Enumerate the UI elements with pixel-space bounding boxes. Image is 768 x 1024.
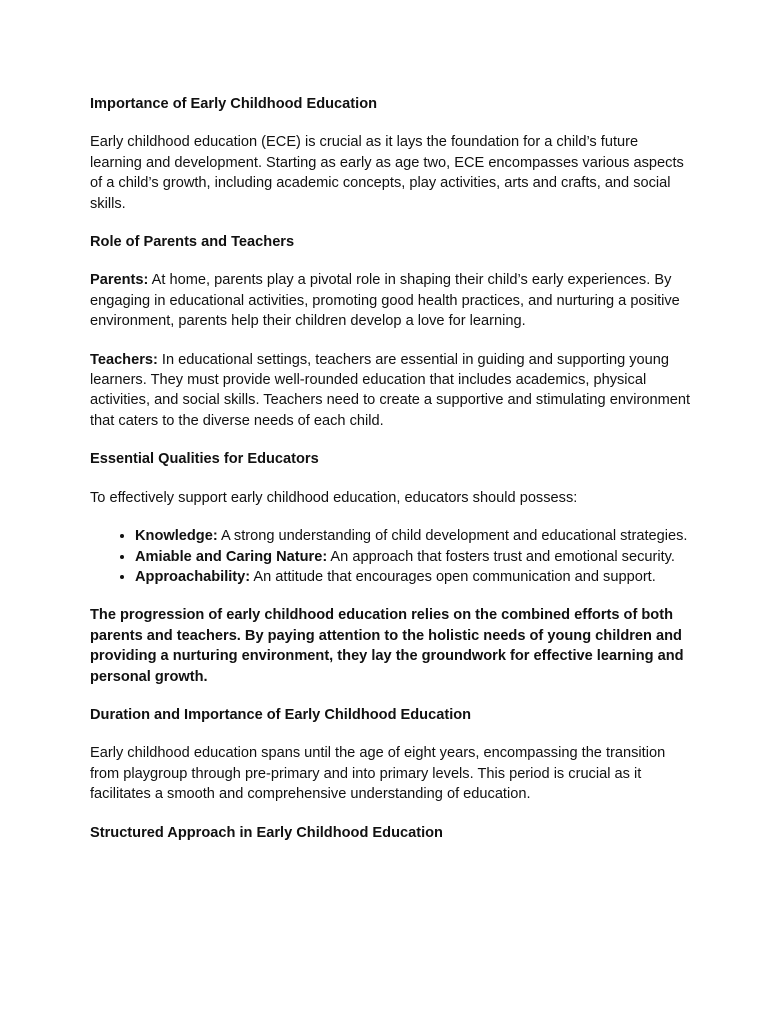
paragraph-importance: Early childhood education (ECE) is crucial as it lays the foundation for a child’s future learning and development. Starting as early as age two, ECE encompasses various aspects of a child’s growth, including academic concepts, play activities, arts and crafts, and social skills. [90,134,684,212]
heading-duration: Duration and Importance of Early Childhood Education [90,706,472,723]
quality-label: Approachability: [135,568,251,585]
heading-structured: Structured Approach in Early Childhood Education [90,824,443,841]
quality-text: An approach that fosters trust and emotional security. [327,548,675,565]
quality-text: A strong understanding of child development and educational strategies. [217,528,688,545]
heading-roles: Role of Parents and Teachers [90,234,295,251]
paragraph-teachers [90,350,690,432]
paragraph-duration: Early childhood education spans until the age of eight years, encompassing the transition from playgroup through pre-primary and into primary levels. This period is crucial as it facilitates a smooth and comprehensive understanding of education. [90,745,666,803]
closing-statement: The progression of early childhood education relies on the combined efforts of both parents and teachers. By paying attention to the holistic needs of young children and providing a nurturing environment, they lay the groundwork for effective learning and personal growth. [90,607,684,685]
paragraph-parents [90,270,690,331]
quality-label: Knowledge: [135,528,218,545]
qualities-intro: To effectively support early childhood education, educators should possess: [90,489,578,506]
teachers-label: Teachers: [90,351,158,368]
list-item [135,567,690,587]
qualities-list [90,526,690,587]
parents-label: Parents: [90,272,149,289]
quality-text: An attitude that encourages open communication and support. [250,568,656,585]
heading-qualities: Essential Qualities for Educators [90,451,319,468]
list-item [135,547,690,567]
quality-label: Amiable and Caring Nature: [135,548,328,565]
list-item [135,526,690,546]
heading-importance: Importance of Early Childhood Education [90,96,378,112]
parents-text: At home, parents play a pivotal role in shaping their child’s early experiences. By engaging in educational activities, promoting good health practices, and nurturing a positive environment, parents help their children develop a love for learning. [90,272,680,330]
document-page [90,94,690,861]
teachers-text: In educational settings, teachers are essential in guiding and supporting young learners. They must provide well-rounded education that includes academics, physical activities, and social skills. Teachers need to create a supportive and stimulating environment that caters to the diverse needs of each child. [90,351,691,429]
